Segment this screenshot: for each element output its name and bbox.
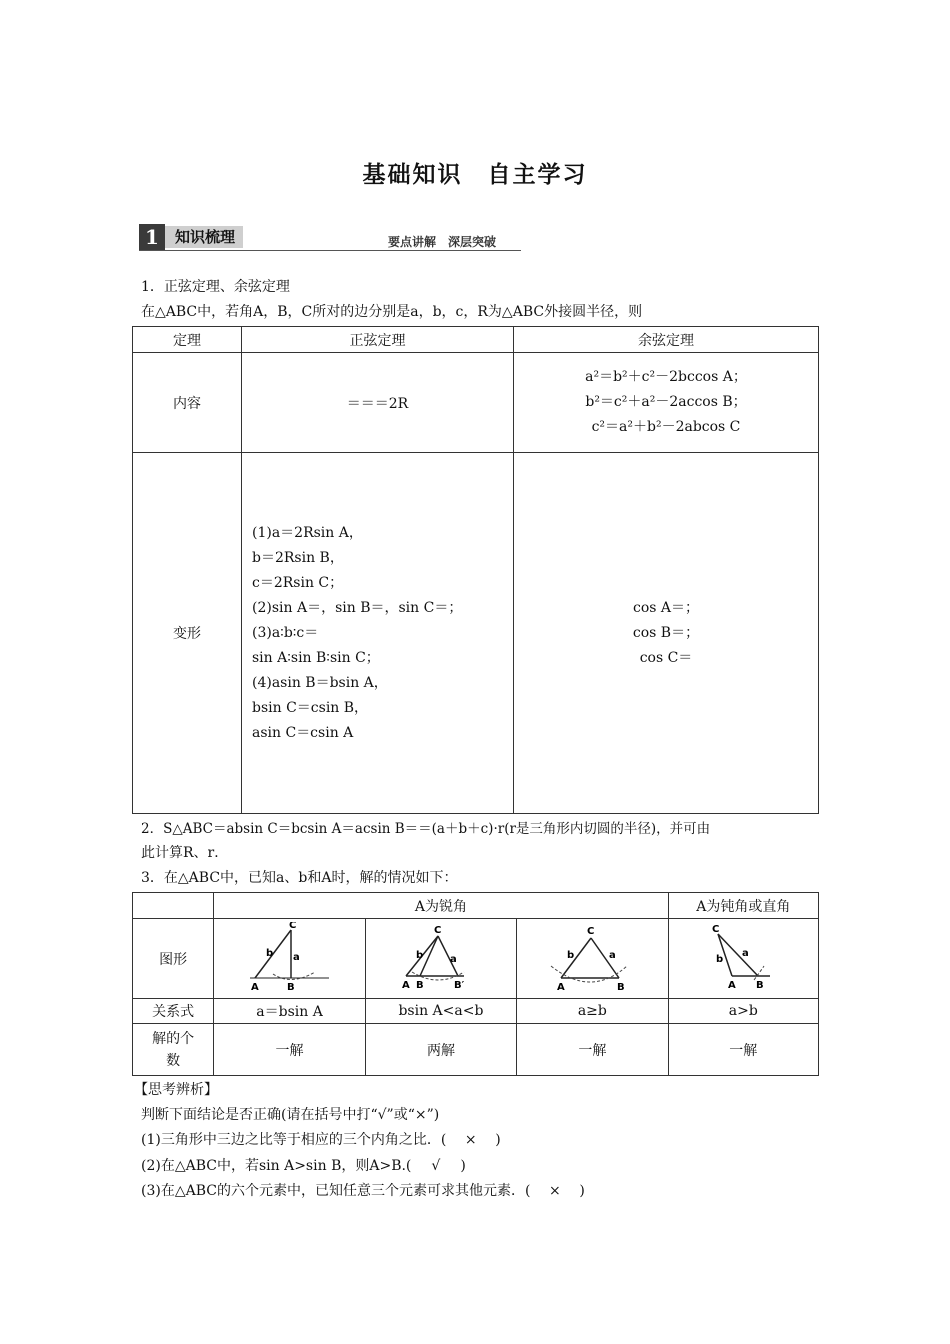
header-theorem: 定理 xyxy=(133,327,242,353)
sine-transform-line: (3)a∶b∶c＝ xyxy=(252,624,319,641)
think-item-1 xyxy=(141,1129,501,1149)
think-item-1-close: ) xyxy=(495,1132,501,1148)
triangle-figure-two-solutions xyxy=(396,922,486,992)
think-item-2-text: (2)在△ABC中，若sin A>sin B，则A>B.( xyxy=(141,1158,412,1174)
header-sine: 正弦定理 xyxy=(242,327,514,353)
cosine-content xyxy=(514,353,819,453)
figure-cell-1 xyxy=(214,919,365,999)
think-item-3 xyxy=(141,1180,585,1200)
count-4: 一解 xyxy=(668,1024,818,1076)
row-count-label-line1: 解的个 xyxy=(152,1030,195,1047)
row-figure-label: 图形 xyxy=(133,919,214,999)
figure-cell-3 xyxy=(517,919,668,999)
item2-line1: 2．S△ABC＝absin C＝bcsin A＝acsin B＝＝(a＋b＋c)·r(r是三角形内切圆的半径)，并可由 xyxy=(141,821,711,837)
section-number-badge: 1 xyxy=(139,224,165,250)
item1-heading: 1．正弦定理、余弦定理 xyxy=(141,279,290,295)
sine-transform-line: asin C＝csin A xyxy=(252,724,354,741)
fig3-label-B: B xyxy=(617,981,625,992)
fig3-label-b: b xyxy=(567,949,575,961)
triangle-figure-a-ge-b xyxy=(547,922,637,992)
sine-content: ＝＝＝2R xyxy=(242,353,514,453)
fig2-label-B: B xyxy=(415,979,424,991)
row-transform-label: 变形 xyxy=(133,453,242,814)
section-name: 知识梳理 xyxy=(165,226,243,248)
count-1: 一解 xyxy=(214,1024,365,1076)
fig4-label-a: a xyxy=(742,947,750,959)
sine-transform xyxy=(242,453,514,814)
theorem-table xyxy=(132,326,819,814)
item2-line2: 此计算R、r． xyxy=(141,845,229,861)
think-item-1-text: (1)三角形中三边之比等于相应的三个内角之比．( xyxy=(141,1132,447,1148)
fig3-label-c: C xyxy=(587,925,595,937)
header-cosine: 余弦定理 xyxy=(514,327,819,353)
cosine-formula-c: c²＝a²＋b²－2abcos C xyxy=(591,419,741,435)
sine-transform-line: b＝2Rsin B， xyxy=(252,549,344,566)
item1-intro: 在△ABC中，若角A，B，C所对的边分别是a，b，c，R为△ABC外接圆半径，则 xyxy=(141,304,643,320)
fig1-label-A: A xyxy=(250,981,259,992)
fig1-label-a: a xyxy=(292,951,300,963)
sine-transform-line: sin A∶sin B∶sin C； xyxy=(252,649,380,666)
relation-4: a>b xyxy=(668,999,818,1024)
think-item-3-answer: × xyxy=(549,1183,561,1199)
sine-transform-line: (1)a＝2Rsin A， xyxy=(252,524,363,541)
fig4-label-B: B xyxy=(756,979,764,991)
figure-cell-2 xyxy=(365,919,516,999)
fig2-label-A: A xyxy=(401,979,410,991)
fig4-label-b: b xyxy=(716,953,724,965)
row-count-label xyxy=(133,1024,214,1076)
think-item-2-answer: √ xyxy=(431,1158,441,1174)
count-2: 两解 xyxy=(365,1024,516,1076)
fig2-label-c: C xyxy=(433,924,442,936)
relation-1: a＝bsin A xyxy=(214,999,365,1024)
row-count-label-line2: 数 xyxy=(166,1052,181,1069)
sine-transform-line: bsin C＝csin B， xyxy=(252,699,369,716)
sine-transform-line: (4)asin B＝bsin A， xyxy=(252,674,388,691)
relation-3: a≥b xyxy=(517,999,668,1024)
fig1-label-b: b xyxy=(265,947,273,959)
fig2-label-b: b xyxy=(415,949,424,961)
section-subtitle: 要点讲解 深层突破 xyxy=(388,235,497,249)
fig3-label-a: a xyxy=(609,949,617,961)
fig2-label-B2: B′ xyxy=(453,979,465,991)
think-item-3-text: (3)在△ABC的六个元素中，已知任意三个元素可求其他元素．( xyxy=(141,1183,531,1199)
row-relation-label: 关系式 xyxy=(133,999,214,1024)
think-item-2 xyxy=(141,1155,466,1175)
figure-cell-4 xyxy=(668,919,818,999)
page-title: 基础知识 自主学习 xyxy=(362,162,588,188)
section-divider xyxy=(139,250,521,251)
sine-transform-line: c＝2Rsin C； xyxy=(252,574,344,591)
fig1-label-c: C xyxy=(288,921,296,931)
think-heading: 【思考辨析】 xyxy=(134,1082,218,1098)
header-acute: A为锐角 xyxy=(214,893,668,919)
fig3-label-A: A xyxy=(557,981,566,992)
cosine-formula-a: a²＝b²＋c²－2bccos A； xyxy=(585,369,747,385)
item3-heading: 3．在△ABC中，已知a、b和A时，解的情况如下： xyxy=(141,870,458,886)
fig4-label-c: C xyxy=(712,923,720,935)
cosine-formula-b: b²＝c²＋a²－2accos B； xyxy=(585,394,747,410)
header-empty xyxy=(133,893,214,919)
triangle-figure-obtuse xyxy=(698,922,788,992)
cosine-transform-line: cos A＝； xyxy=(632,599,699,616)
fig4-label-A: A xyxy=(728,979,737,991)
cosine-transform-line: cos C＝ xyxy=(639,649,693,666)
solution-table xyxy=(132,892,819,1076)
fig1-label-B: B xyxy=(286,981,295,992)
think-item-2-close: ) xyxy=(460,1158,466,1174)
row-content-label: 内容 xyxy=(133,353,242,453)
relation-2: bsin A<a<b xyxy=(365,999,516,1024)
sine-transform-line: (2)sin A＝，sin B＝，sin C＝； xyxy=(252,599,463,616)
fig2-label-a: a xyxy=(449,953,457,965)
cosine-transform xyxy=(514,453,819,814)
triangle-figure-one-solution xyxy=(245,922,335,992)
think-item-1-answer: × xyxy=(464,1132,477,1148)
cosine-transform-line: cos B＝； xyxy=(632,624,700,641)
header-obtuse: A为钝角或直角 xyxy=(668,893,818,919)
think-instruction: 判断下面结论是否正确(请在括号中打“√”或“×”) xyxy=(141,1107,440,1123)
think-item-3-close: ) xyxy=(579,1183,585,1199)
count-3: 一解 xyxy=(517,1024,668,1076)
